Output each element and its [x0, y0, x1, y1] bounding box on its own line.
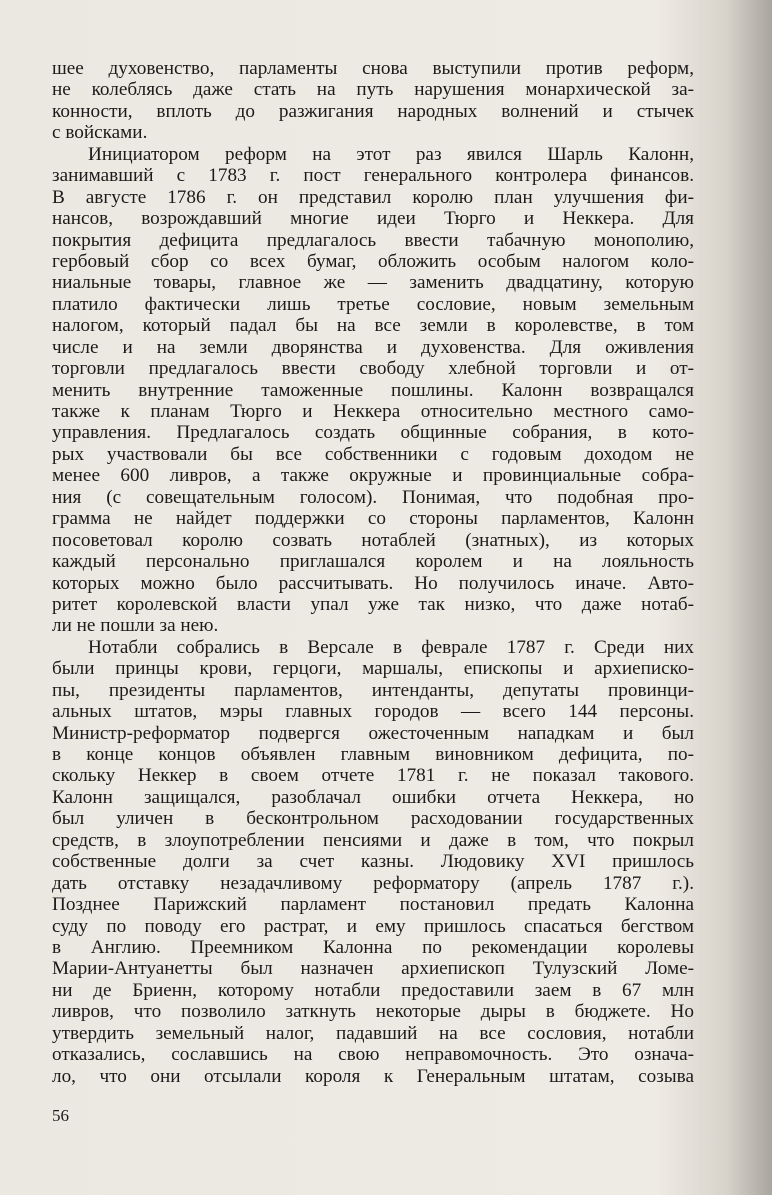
text-line: средств, в злоупотреблении пенсиями и даже в том, что покрыл: [52, 829, 694, 851]
text-line: шее духовенство, парламенты снова выступили против реформ,: [52, 58, 694, 79]
page-number: 56: [52, 1106, 69, 1125]
text-line: утвердить земельный налог, падавший на все сословия, нотабли: [52, 1022, 694, 1044]
text-line: управления. Предлагалось создать общинные собрания, в кото-: [52, 422, 694, 444]
text-line: покрытия дефицита предлагалось ввести табачную монополию,: [52, 229, 694, 251]
text-line: налогом, который падал бы на все земли в королевстве, в том: [52, 315, 694, 337]
text-line: дать отставку незадачливому реформатору (апрель 1787 г.).: [52, 872, 694, 894]
text-line: были принцы крови, герцоги, маршалы, епископы и архиеписко-: [52, 658, 694, 680]
text-line: нансов, возрождавший многие идеи Тюрго и Неккера. Для: [52, 208, 694, 230]
text-line: альных штатов, мэры главных городов — всего 144 персоны.: [52, 701, 694, 723]
text-line: собственные долги за счет казны. Людовику XVI пришлось: [52, 851, 694, 873]
text-line: Инициатором реформ на этот раз явился Шарль Калонн,: [88, 143, 694, 165]
text-line: отказались, сославшись на свою неправомочность. Это означа-: [52, 1044, 694, 1066]
text-line: конности, вплоть до разжигания народных волнений и стычек: [52, 100, 694, 122]
text-line: менее 600 ливров, а также окружные и провинциальные собра-: [52, 465, 694, 487]
text-line: занимавший с 1783 г. пост генерального контролера финансов.: [52, 165, 694, 187]
text-line: Нотабли собрались в Версале в феврале 1787 г. Среди них: [88, 636, 694, 658]
text-line: суду по поводу его растрат, и ему пришлось спасаться бегством: [52, 915, 694, 937]
text-line: В августе 1786 г. он представил королю план улучшения фи-: [52, 186, 694, 208]
text-line: ния (с совещательным голосом). Понимая, что подобная про-: [52, 486, 694, 508]
text-line: грамма не найдет поддержки со стороны парламентов, Калонн: [52, 508, 694, 530]
text-line: скольку Неккер в своем отчете 1781 г. не показал такового.: [52, 765, 694, 787]
text-line: посоветовал королю созвать нотаблей (знатных), из которых: [52, 529, 694, 551]
text-line: ни де Бриенн, которому нотабли предоставили заем в 67 млн: [52, 979, 694, 1001]
text-line: гербовый сбор со всех бумаг, обложить особым налогом коло-: [52, 250, 694, 272]
text-line: ниальные товары, главное же — заменить двадцатину, которую: [52, 272, 694, 294]
text-line: был уличен в бесконтрольном расходовании государственных: [52, 808, 694, 830]
text-line: Позднее Парижский парламент постановил предать Калонна: [52, 894, 694, 916]
body-text: [52, 58, 694, 1087]
text-line: каждый персонально приглашался королем и на лояльность: [52, 551, 694, 573]
text-line: Министр-реформатор подвергся ожесточенным нападкам и был: [52, 722, 694, 744]
text-line: Марии-Антуанетты был назначен архиепископ Тулузский Ломе-: [52, 958, 694, 980]
text-line: платило фактически лишь третье сословие, новым земельным: [52, 293, 694, 315]
text-line: ливров, что позволило заткнуть некоторые дыры в бюджете. Но: [52, 1001, 694, 1023]
text-line: ло, что они отсылали короля к Генеральным штатам, созыва: [52, 1065, 694, 1087]
text-line: также к планам Тюрго и Неккера относительно местного само-: [52, 401, 694, 422]
text-line: торговли предлагалось ввести свободу хлебной торговли и от-: [52, 358, 694, 380]
text-line: которых можно было рассчитывать. Но получилось иначе. Авто-: [52, 572, 694, 594]
text-line: ли не пошли за нею.: [52, 615, 219, 637]
text-line: Калонн защищался, разоблачал ошибки отчета Неккера, но: [52, 786, 694, 808]
text-line: с войсками.: [52, 122, 148, 144]
text-line: рых участвовали бы все собственники с годовым доходом не: [52, 443, 694, 465]
text-line: в конце концов объявлен главным виновником дефицита, по-: [52, 744, 694, 765]
text-line: в Англию. Преемником Калонна по рекомендации королевы: [52, 936, 694, 958]
text-line: числе и на земли дворянства и духовенства. Для оживления: [52, 336, 694, 358]
text-line: не колеблясь даже стать на путь нарушения монархической за-: [52, 79, 694, 101]
text-line: менить внутренние таможенные пошлины. Калонн возвращался: [52, 379, 694, 401]
text-line: ритет королевской власти упал уже так низко, что даже нотаб-: [52, 593, 694, 615]
text-line: пы, президенты парламентов, интенданты, депутаты провинци-: [52, 679, 694, 701]
